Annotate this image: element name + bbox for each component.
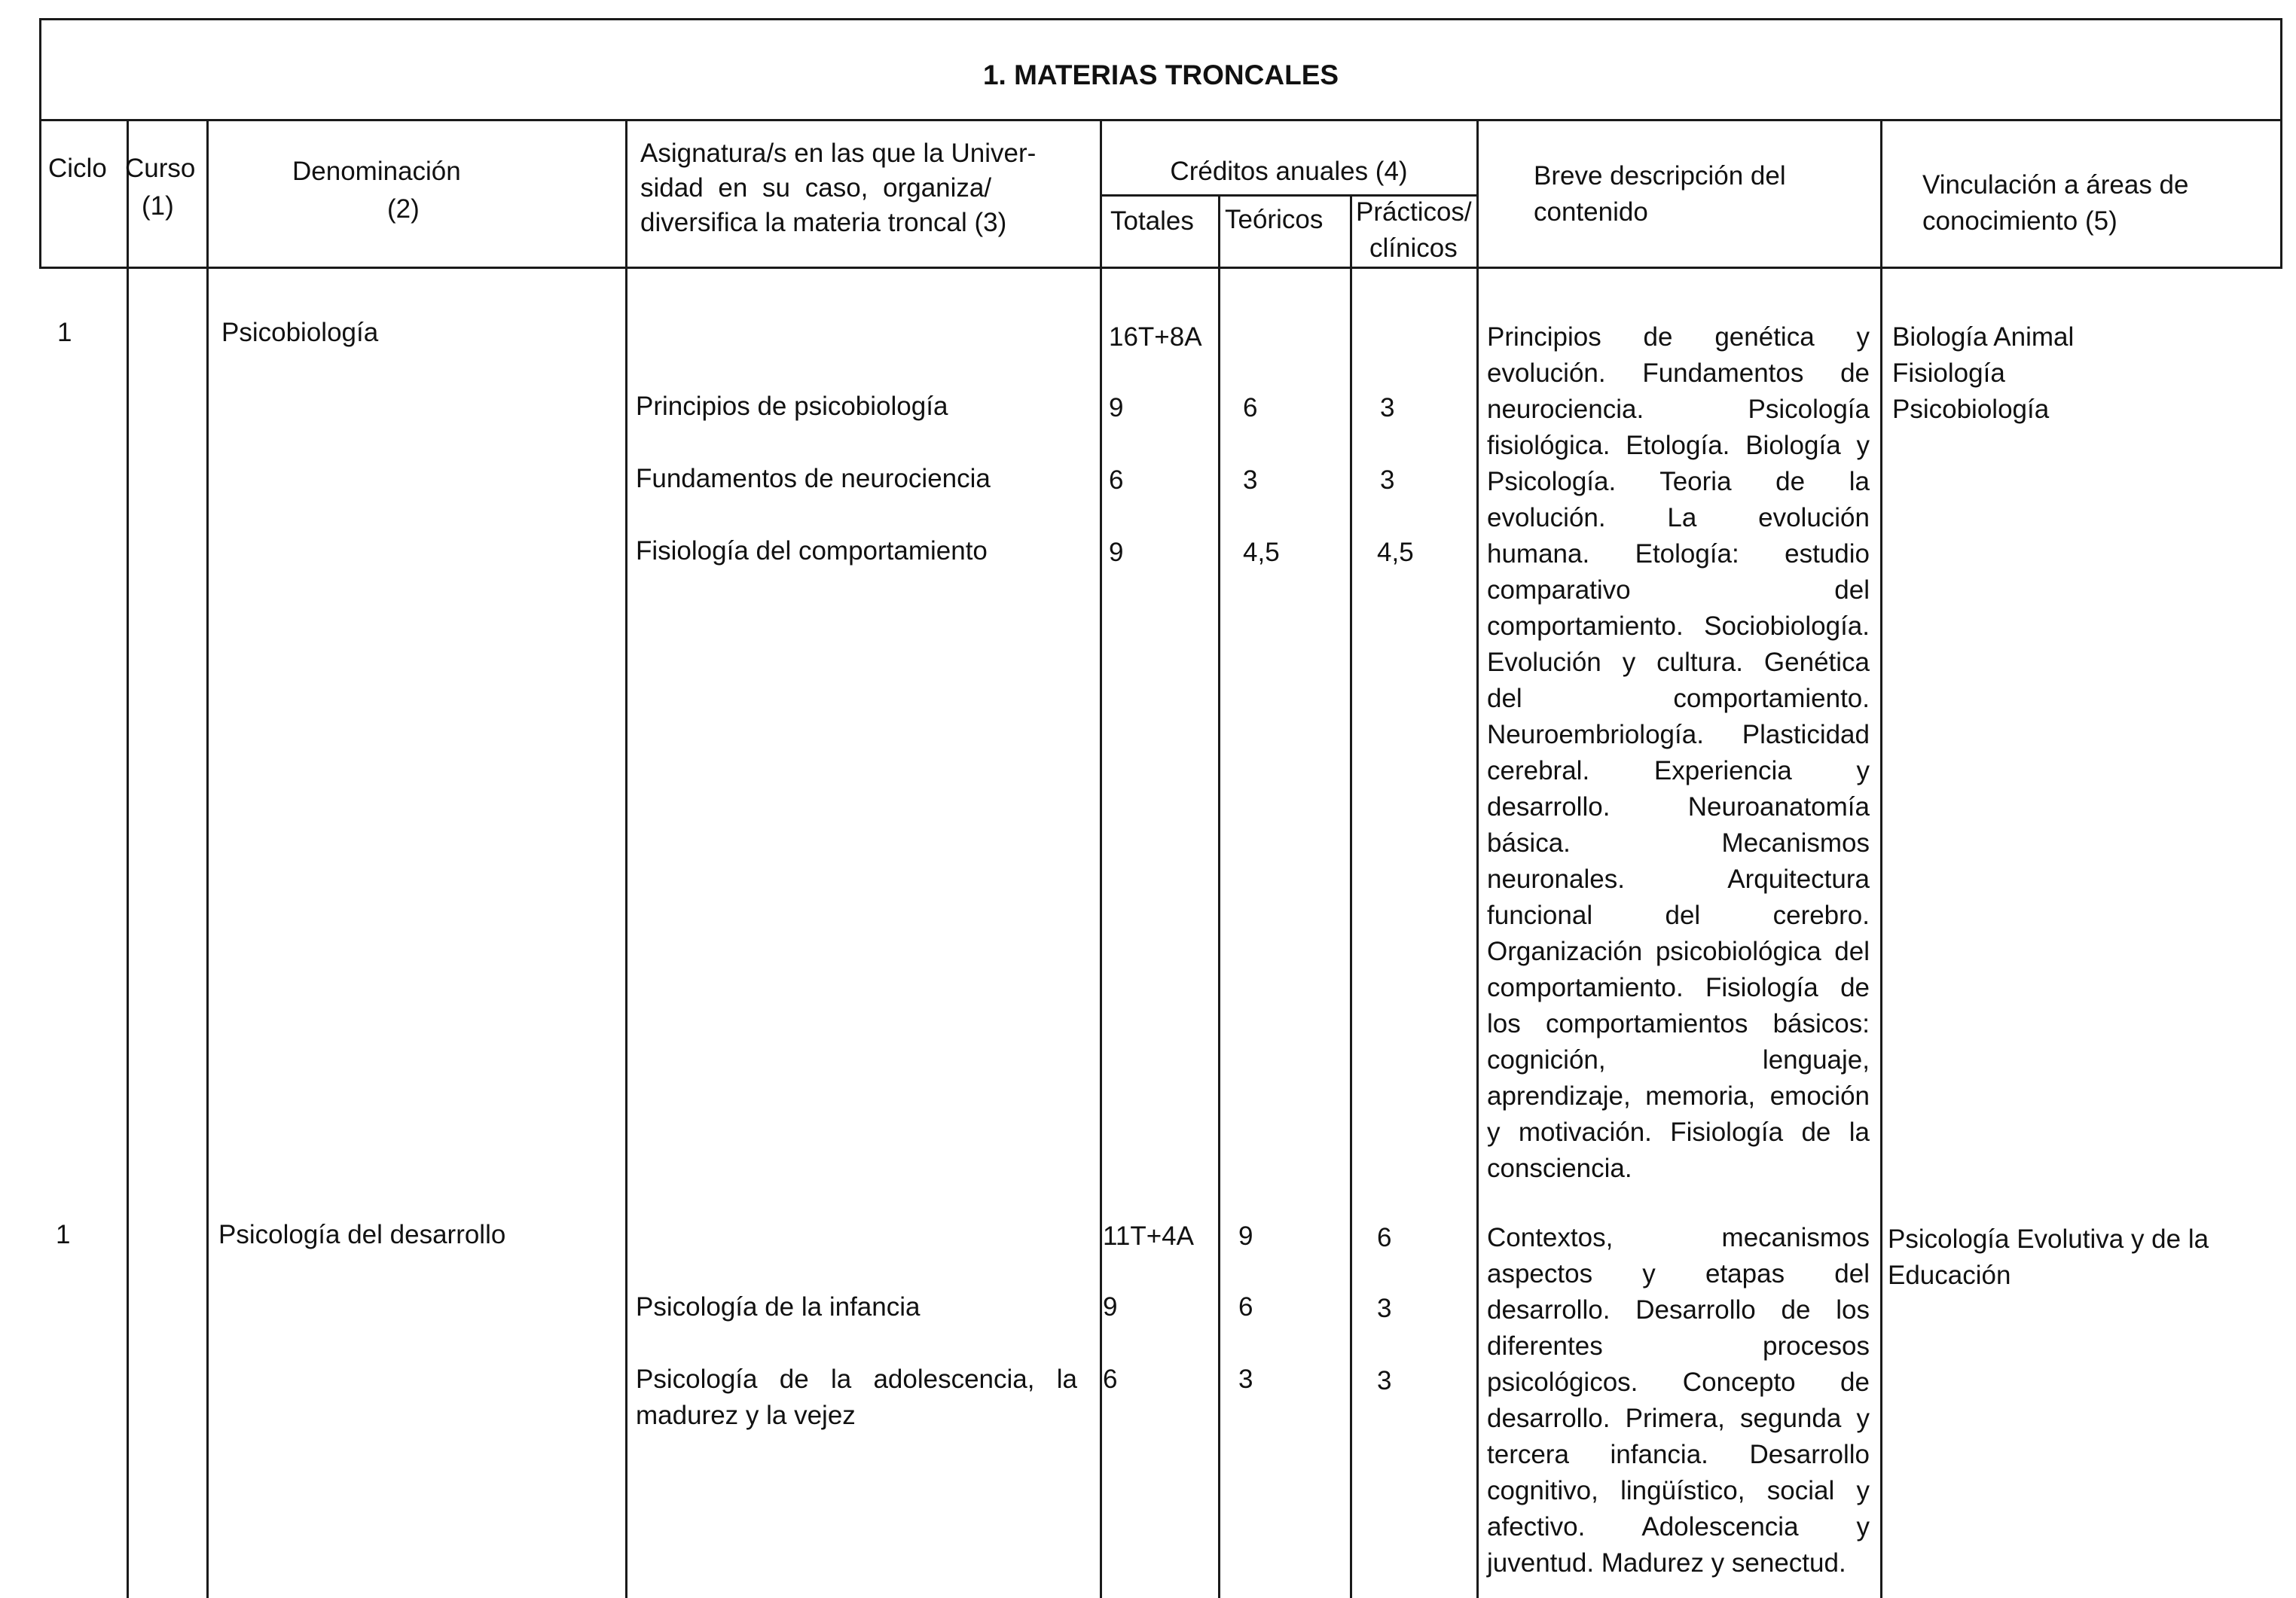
- header-curso: Curso: [125, 154, 196, 183]
- row-1-asignatura-1-teoricos: 6: [1243, 393, 1258, 422]
- row-1-asignatura-1-totales: 9: [1109, 393, 1124, 422]
- col-divider-asignaturas: [1100, 119, 1102, 1598]
- header-asignaturas-line-2: sidad en su caso, organiza/: [640, 173, 992, 203]
- row-2-asignatura-1-teoricos: 6: [1238, 1292, 1253, 1322]
- header-vinculacion-line-1: Vinculación a áreas de: [1922, 170, 2189, 200]
- row-1-asignatura-2-practicos: 3: [1380, 465, 1395, 495]
- row-1-asignatura-1: Principios de psicobiología: [636, 392, 948, 421]
- row-2-asignatura-1: Psicología de la infancia: [636, 1292, 921, 1322]
- row-1-asignatura-2-teoricos: 3: [1243, 465, 1258, 495]
- row-1-descripcion: Principios de genética y evolución. Fundamentos de neurociencia. Psicología fisiológica. Etología. Biología y Psicología. Teoria de la evolución. La evolución humana. Etología: estudio comparativo del comportamiento. Sociobiología. Evolución y cultura. Genética del comportamiento. Neuroembriología. Plasticidad cerebral. Experiencia y desarrollo. Neuroanatomía básica. Mecanismos neuronales. Arquitectura funcional del cerebro. Organización psicobiológica del comportamiento. Fisiología de los comportamientos básicos: cognición, lenguaje, aprendizaje, memoria, emoción y motivación. Fisiología de la consciencia.: [1487, 322, 1870, 1183]
- table-title: 1. MATERIAS TRONCALES: [982, 59, 1339, 90]
- col-divider-ciclo: [127, 119, 129, 1598]
- row-1-asignatura-2: Fundamentos de neurociencia: [636, 464, 991, 493]
- header-asignaturas-line-1: Asignatura/s en las que la Univer-: [640, 139, 1037, 168]
- row-1-area-2: Fisiología: [1892, 358, 2005, 388]
- header-denominacion: Denominación: [292, 157, 461, 186]
- row-1-asignatura-3: Fisiología del comportamiento: [636, 536, 988, 566]
- header-asignaturas-line-3: diversifica la materia troncal (3): [640, 208, 1007, 237]
- row-1-denominacion: Psicobiología: [221, 318, 379, 347]
- col-divider-breve: [1880, 119, 1882, 1598]
- table-left-border: [39, 18, 41, 268]
- header-ciclo: Ciclo: [48, 154, 107, 183]
- row-1-area-1: Biología Animal: [1892, 322, 2075, 352]
- row-2-asignatura-2-teoricos: 3: [1238, 1365, 1253, 1394]
- title-bottom-border: [39, 119, 2282, 121]
- row-2-asignatura-2-practicos: 3: [1377, 1366, 1392, 1395]
- header-creditos: Créditos anuales (4): [1170, 157, 1408, 186]
- header-practicos-clinicos: clínicos: [1369, 233, 1458, 263]
- col-divider-totales: [1218, 194, 1220, 1598]
- row-2-descripcion: Contextos, mecanismos aspectos y etapas del desarrollo. Desarrollo de los diferentes procesos psicológicos. Concepto de desarrollo. Primera, segunda y tercera infancia. Desarrollo cognitivo, lingüístico, social y afectivo. Adolescencia y juventud. Madurez y senectud.: [1487, 1223, 1870, 1578]
- row-2-asignatura-1-totales: 9: [1103, 1292, 1118, 1322]
- row-1-ciclo: 1: [57, 318, 72, 347]
- row-2-area-1: Psicología Evolutiva y de la Educación: [1888, 1224, 2209, 1290]
- header-breve-line-2: contenido: [1534, 197, 1648, 227]
- row-2-teoricos: 9: [1238, 1221, 1253, 1251]
- row-1-asignatura-3-totales: 9: [1109, 538, 1124, 567]
- col-divider-teoricos: [1350, 194, 1352, 1598]
- row-1-asignatura-2-totales: 6: [1109, 465, 1124, 495]
- header-vinculacion-line-2: conocimiento (5): [1922, 206, 2117, 236]
- row-1-asignatura-3-teoricos: 4,5: [1243, 538, 1280, 567]
- col-divider-curso: [206, 119, 209, 1598]
- row-2-asignatura-2-totales: 6: [1103, 1365, 1118, 1394]
- header-curso-note: (1): [142, 191, 174, 221]
- row-2-asignatura-2: Psicología de la adolescencia, la madurez y la vejez: [636, 1365, 1077, 1430]
- row-2-denominacion: Psicología del desarrollo: [218, 1220, 506, 1249]
- row-1-area-3: Psicobiología: [1892, 395, 2050, 424]
- row-2-asignatura-1-practicos: 3: [1377, 1294, 1392, 1323]
- row-2-totales: 11T+4A: [1103, 1221, 1194, 1251]
- table-top-border: [39, 18, 2282, 20]
- header-teoricos: Teóricos: [1225, 205, 1324, 234]
- col-divider-creditos: [1476, 119, 1479, 1598]
- row-1-totales: 16T+8A: [1109, 322, 1202, 352]
- header-totales: Totales: [1110, 206, 1194, 236]
- header-breve-line-1: Breve descripción del: [1534, 161, 1786, 191]
- col-divider-denominacion: [625, 119, 627, 1598]
- row-2-ciclo: 1: [56, 1220, 71, 1249]
- header-denominacion-note: (2): [387, 194, 420, 224]
- row-2-practicos: 6: [1377, 1223, 1392, 1252]
- header-bottom-border: [39, 267, 2282, 269]
- header-practicos: Prácticos/: [1356, 197, 1472, 227]
- row-1-asignatura-3-practicos: 4,5: [1377, 538, 1414, 567]
- row-1-asignatura-1-practicos: 3: [1380, 393, 1395, 422]
- table-right-border: [2280, 18, 2282, 268]
